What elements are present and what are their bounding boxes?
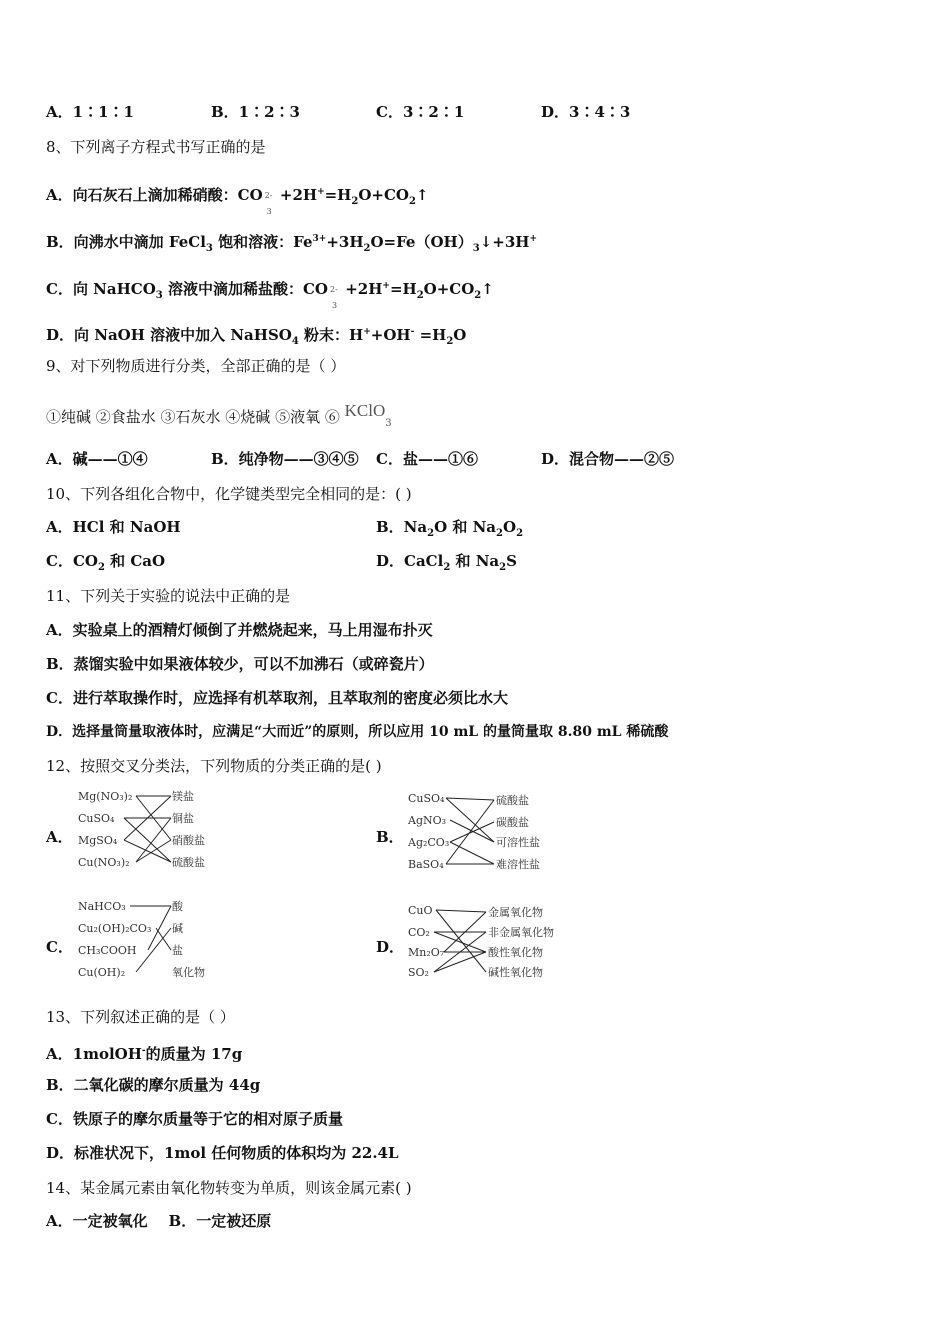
- q8-option-a: A．向石灰石上滴加稀硝酸：CO 2- 3 $+2H^+=H_2O+CO_2↑$: [46, 186, 429, 216]
- q12-label-a: A．: [46, 828, 73, 846]
- q11-option-a: A．实验桌上的酒精灯倾倒了并燃烧起来，马上用湿布扑灭: [46, 621, 433, 639]
- q12-d-left-3: SO₂: [408, 966, 429, 979]
- q12-a-left-2: MgSO₄: [78, 834, 118, 847]
- q8-option-d: D．向 NaOH 溶液中加入 NaHSO$_4$ 粉末：$H^++OH^- =H_2O$: [46, 326, 467, 347]
- q13-option-d: D．标准状况下，1mol 任何物质的体积均为 22.4L: [46, 1144, 399, 1162]
- q12-b-right-0: 硫酸盐: [496, 794, 529, 807]
- q9-option-c: C．盐——①⑥: [376, 450, 478, 468]
- q12-c-left-2: CH₃COOH: [78, 944, 137, 957]
- q12-stem: 12、按照交叉分类法，下列物质的分类正确的是( ): [46, 757, 382, 775]
- q10-option-c: C．$CO_2$ 和 CaO: [46, 552, 166, 573]
- q12-diagram-b: [404, 788, 564, 878]
- q8-stem: 8、下列离子方程式书写正确的是: [46, 138, 266, 156]
- q12-diagram-a: [74, 786, 224, 876]
- q10-option-d: D．CaCl$_2$ 和 $Na_2S$: [376, 552, 517, 573]
- q12-diagram-c: [74, 896, 224, 986]
- q8-option-c: C．向 NaHCO$_3$ 溶液中滴加稀盐酸：CO 2- 3 $+2H^+=H_2O+CO_2↑$: [46, 280, 494, 310]
- q7-option-c: C．3∶2∶1: [376, 103, 465, 121]
- q12-d-left-2: Mn₂O₇: [408, 946, 445, 959]
- q11-option-b: B．蒸馏实验中如果液体较少，可以不加沸石（或碎瓷片）: [46, 655, 434, 673]
- q12-b-left-2: Ag₂CO₃: [408, 836, 450, 849]
- q13-option-a: A．1molOH-的质量为 17g: [46, 1045, 243, 1063]
- q12-c-left-0: NaHCO₃: [78, 900, 126, 913]
- q12-a-right-1: 铜盐: [172, 812, 194, 825]
- q10-option-b: B．$Na_2O$ 和 $Na_2O_2$: [376, 518, 524, 539]
- q12-b-right-2: 可溶性盐: [496, 836, 540, 849]
- q11-option-d: D．选择量筒量取液体时，应满足“大而近”的原则，所以应用 10 mL 的量筒量取 8.80 mL 稀硫酸: [46, 724, 669, 740]
- q13-stem: 13、下列叙述正确的是（ ）: [46, 1008, 235, 1026]
- q11-stem: 11、下列关于实验的说法中正确的是: [46, 587, 291, 605]
- q12-diagram-d: [404, 900, 584, 990]
- q12-d-right-1: 非金属氧化物: [488, 926, 554, 939]
- q12-c-left-1: Cu₂(OH)₂CO₃: [78, 922, 152, 935]
- q12-a-left-0: Mg(NO₃)₂: [78, 790, 133, 803]
- q12-a-right-0: 镁盐: [172, 790, 194, 803]
- q12-a-left-1: CuSO₄: [78, 812, 115, 825]
- q12-d-left-1: CO₂: [408, 926, 430, 939]
- q12-c-right-3: 氧化物: [172, 966, 205, 979]
- q10-stem: 10、下列各组化合物中，化学键类型完全相同的是：( ): [46, 485, 412, 503]
- q9-option-a: A．碱——①④: [46, 450, 148, 468]
- q12-c-right-0: 酸: [172, 900, 183, 913]
- q12-b-left-0: CuSO₄: [408, 792, 445, 805]
- q9-option-b: B．纯净物——③④⑤: [211, 450, 359, 468]
- q12-label-b: B．: [376, 828, 404, 846]
- q12-c-left-3: Cu(OH)₂: [78, 966, 126, 979]
- q12-a-right-2: 硝酸盐: [172, 834, 205, 847]
- q13-option-b: B．二氧化碳的摩尔质量为 44g: [46, 1076, 261, 1094]
- q12-b-left-3: BaSO₄: [408, 858, 444, 871]
- q11-option-c: C．进行萃取操作时，应选择有机萃取剂，且萃取剂的密度必须比水大: [46, 689, 508, 707]
- q7-option-a: A．1∶1∶1: [46, 103, 134, 121]
- q10-option-a: A．HCl 和 NaOH: [46, 518, 181, 536]
- q12-a-right-3: 硫酸盐: [172, 856, 205, 869]
- q12-a-left-3: Cu(NO₃)₂: [78, 856, 130, 869]
- q12-d-right-3: 碱性氧化物: [488, 966, 543, 979]
- q8-option-b: B．向沸水中滴加 FeCl$_3$ 饱和溶液：$Fe^{3+}+3H_2O=Fe(OH)_3↓+3H^+$: [46, 233, 537, 254]
- q12-c-right-2: 盐: [172, 944, 183, 957]
- q12-b-right-1: 碳酸盐: [496, 816, 529, 829]
- q12-label-d: D．: [376, 938, 405, 956]
- q9-items: ①纯碱 ②食盐水 ③石灰水 ④烧碱 ⑤液氧 ⑥ KClO$_3$: [46, 401, 392, 429]
- q7-option-b: B．1∶2∶3: [211, 103, 300, 121]
- q9-stem: 9、对下列物质进行分类，全部正确的是（ ）: [46, 357, 346, 375]
- q7-option-d: D．3∶4∶3: [541, 103, 631, 121]
- q14-stem: 14、某金属元素由氧化物转变为单质，则该金属元素( ): [46, 1179, 412, 1197]
- q12-label-c: C．: [46, 938, 73, 956]
- q12-b-left-1: AgNO₃: [408, 814, 447, 827]
- q12-d-right-2: 酸性氧化物: [488, 946, 543, 959]
- q12-d-left-0: CuO: [408, 904, 433, 917]
- q13-option-c: C．铁原子的摩尔质量等于它的相对原子质量: [46, 1110, 343, 1128]
- q12-b-right-3: 难溶性盐: [496, 858, 540, 871]
- q12-c-right-1: 碱: [172, 922, 183, 935]
- q9-option-d: D．混合物——②⑤: [541, 450, 675, 468]
- q12-d-right-0: 金属氧化物: [488, 906, 543, 919]
- q14-options: A．一定被氧化 B．一定被还原: [46, 1212, 272, 1230]
